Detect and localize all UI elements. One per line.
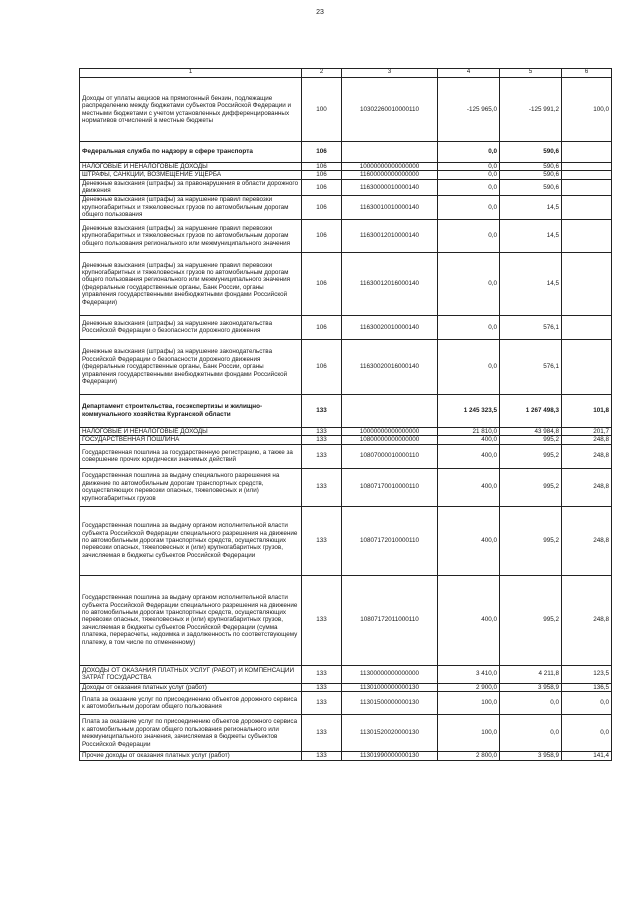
execution-percent: 248,8 — [562, 436, 612, 444]
execution-percent — [562, 339, 612, 394]
executed-amount: 590,6 — [500, 163, 562, 171]
execution-percent: 248,8 — [562, 575, 612, 665]
row-name: Департамент строительства, госэкспертизы и жилищно-коммунального хозяйства Курганской области — [80, 394, 302, 427]
budget-classification-code: 11630010010000140 — [342, 195, 438, 219]
admin-code: 133 — [302, 436, 342, 444]
admin-code: 106 — [302, 339, 342, 394]
table-row — [80, 692, 612, 715]
admin-code: 133 — [302, 468, 342, 506]
table-row — [80, 468, 612, 506]
row-name: Государственная пошлина за выдачу органом исполнительной власти субъекта Российской Федерации специального разрешения на движение по автомобильным дорогам транспортных средств, осуществляющих перевозки опасных, тяжеловесных и (или) крупногабаритных грузов, зачисляемая в бюджеты субъектов Российской Федерации (сумма платежа, перерасчеты, недоимка и задолженность по соответствующему платежу, в том числе по отмененному) — [80, 575, 302, 665]
table-row — [80, 575, 612, 665]
approved-amount: 0,0 — [438, 219, 500, 252]
row-name: Денежные взыскания (штрафы) за нарушение законодательства Российской Федерации о безопасности дорожного движения — [80, 315, 302, 339]
column-number: 1 — [80, 69, 302, 78]
executed-amount: 3 958,9 — [500, 752, 562, 760]
budget-classification-code — [342, 394, 438, 427]
table-row — [80, 394, 612, 427]
approved-amount: 0,0 — [438, 315, 500, 339]
row-name: Денежные взыскания (штрафы) за нарушение правил перевозки крупногабаритных и тяжеловесных грузов по автомобильным дорогам общего пользования регионального или межмуниципального значения — [80, 219, 302, 252]
row-name: Прочие доходы от оказания платных услуг (работ) — [80, 752, 302, 760]
budget-classification-code: 11630020016000140 — [342, 339, 438, 394]
admin-code: 106 — [302, 142, 342, 163]
table-row — [80, 163, 612, 171]
approved-amount: 2 900,0 — [438, 683, 500, 691]
executed-amount: 995,2 — [500, 506, 562, 575]
row-name: НАЛОГОВЫЕ И НЕНАЛОГОВЫЕ ДОХОДЫ — [80, 163, 302, 171]
row-name: ШТРАФЫ, САНКЦИИ, ВОЗМЕЩЕНИЕ УЩЕРБА — [80, 171, 302, 179]
executed-amount: 995,2 — [500, 436, 562, 444]
budget-classification-code: 11600000000000000 — [342, 171, 438, 179]
column-number: 5 — [500, 69, 562, 78]
executed-amount: 590,6 — [500, 171, 562, 179]
row-name: Плата за оказание услуг по присоединению объектов дорожного сервиса к автомобильным дорогам общего пользования — [80, 692, 302, 715]
admin-code: 133 — [302, 506, 342, 575]
execution-percent — [562, 171, 612, 179]
column-number: 3 — [342, 69, 438, 78]
row-name: Денежные взыскания (штрафы) за нарушение законодательства Российской Федерации о безопасности дорожного движения (федеральные государственные органы, Банк России, органы управления государственными внебюджетными фондами Российской Федерации) — [80, 339, 302, 394]
row-name: Федеральная служба по надзору в сфере транспорта — [80, 142, 302, 163]
executed-amount: 995,2 — [500, 468, 562, 506]
table-row — [80, 252, 612, 315]
row-name: Денежные взыскания (штрафы) за нарушение правил перевозки крупногабаритных и тяжеловесных грузов по автомобильным дорогам общего пользования — [80, 195, 302, 219]
execution-percent: 201,7 — [562, 427, 612, 435]
page-number: 23 — [316, 9, 324, 16]
admin-code: 106 — [302, 179, 342, 195]
execution-percent: 100,0 — [562, 78, 612, 142]
budget-classification-code: 10000000000000000 — [342, 427, 438, 435]
admin-code: 100 — [302, 78, 342, 142]
admin-code: 106 — [302, 163, 342, 171]
execution-percent: 123,5 — [562, 665, 612, 683]
budget-classification-code: 10807172010000110 — [342, 506, 438, 575]
executed-amount: 590,6 — [500, 142, 562, 163]
row-name: Доходы от оказания платных услуг (работ) — [80, 683, 302, 691]
table-row — [80, 78, 612, 142]
executed-amount: 43 984,8 — [500, 427, 562, 435]
table-row — [80, 142, 612, 163]
budget-classification-code: 11630012016000140 — [342, 252, 438, 315]
row-name: Государственная пошлина за выдачу специального разрешения на движение по автомобильным дорогам транспортных средств, осуществляющих перевозки опасных, тяжеловесных и (или) крупногабаритных грузов — [80, 468, 302, 506]
admin-code: 133 — [302, 444, 342, 468]
budget-classification-code: 11301520020000130 — [342, 715, 438, 752]
budget-classification-code: 10302260010000110 — [342, 78, 438, 142]
executed-amount: 3 958,9 — [500, 683, 562, 691]
approved-amount: -125 965,0 — [438, 78, 500, 142]
execution-percent: 248,8 — [562, 468, 612, 506]
budget-classification-code: 11630020010000140 — [342, 315, 438, 339]
approved-amount: 100,0 — [438, 715, 500, 752]
executed-amount: 1 267 498,3 — [500, 394, 562, 427]
execution-percent: 141,4 — [562, 752, 612, 760]
executed-amount: -125 991,2 — [500, 78, 562, 142]
admin-code: 133 — [302, 692, 342, 715]
table-row — [80, 171, 612, 179]
approved-amount: 0,0 — [438, 252, 500, 315]
approved-amount: 0,0 — [438, 171, 500, 179]
executed-amount: 14,5 — [500, 252, 562, 315]
budget-classification-code: 10000000000000000 — [342, 163, 438, 171]
budget-classification-code: 11301500000000130 — [342, 692, 438, 715]
column-number-row — [80, 69, 612, 78]
row-name: Доходы от уплаты акцизов на прямогонный бензин, подлежащие распределению между бюджетами субъектов Российской Федерации и местными бюджетами с учетом установленных дифференцированных нормативов отчислений в местные бюджеты — [80, 78, 302, 142]
admin-code: 106 — [302, 195, 342, 219]
approved-amount: 21 810,0 — [438, 427, 500, 435]
column-number: 4 — [438, 69, 500, 78]
row-name: Плата за оказание услуг по присоединению объектов дорожного сервиса к автомобильным дорогам общего пользования регионального или межмуниципального значения, зачисляемая в бюджеты субъектов Российской Федерации — [80, 715, 302, 752]
row-name: Государственная пошлина за государственную регистрацию, а также за совершение прочих юридически значимых действий — [80, 444, 302, 468]
row-name: Денежные взыскания (штрафы) за правонарушения в области дорожного движения — [80, 179, 302, 195]
execution-percent: 248,8 — [562, 506, 612, 575]
admin-code: 133 — [302, 683, 342, 691]
execution-percent — [562, 252, 612, 315]
table-row — [80, 427, 612, 435]
revenue-table — [79, 68, 612, 761]
execution-percent: 101,8 — [562, 394, 612, 427]
approved-amount: 3 410,0 — [438, 665, 500, 683]
executed-amount: 576,1 — [500, 339, 562, 394]
table-row — [80, 339, 612, 394]
approved-amount: 400,0 — [438, 468, 500, 506]
table-row — [80, 195, 612, 219]
executed-amount: 4 211,8 — [500, 665, 562, 683]
table-row — [80, 715, 612, 752]
table-row — [80, 219, 612, 252]
admin-code: 133 — [302, 715, 342, 752]
execution-percent: 136,5 — [562, 683, 612, 691]
admin-code: 106 — [302, 315, 342, 339]
row-name: НАЛОГОВЫЕ И НЕНАЛОГОВЫЕ ДОХОДЫ — [80, 427, 302, 435]
budget-classification-code: 11301990000000130 — [342, 752, 438, 760]
approved-amount: 1 245 323,5 — [438, 394, 500, 427]
admin-code: 133 — [302, 575, 342, 665]
admin-code: 106 — [302, 219, 342, 252]
table-row — [80, 665, 612, 683]
executed-amount: 14,5 — [500, 195, 562, 219]
execution-percent: 0,0 — [562, 692, 612, 715]
budget-classification-code: 10807172011000110 — [342, 575, 438, 665]
execution-percent: 248,8 — [562, 444, 612, 468]
admin-code: 133 — [302, 752, 342, 760]
executed-amount: 576,1 — [500, 315, 562, 339]
admin-code: 106 — [302, 171, 342, 179]
executed-amount: 0,0 — [500, 692, 562, 715]
table-row — [80, 506, 612, 575]
admin-code: 133 — [302, 427, 342, 435]
budget-classification-code: 10800000000000000 — [342, 436, 438, 444]
table-row — [80, 752, 612, 760]
table-row — [80, 444, 612, 468]
approved-amount: 400,0 — [438, 436, 500, 444]
approved-amount: 400,0 — [438, 506, 500, 575]
row-name: Денежные взыскания (штрафы) за нарушение правил перевозки крупногабаритных и тяжеловесных грузов по автомобильным дорогам общего пользования регионального или межмуниципального значения (федеральные государственные органы, Банк России, органы управления государственными внебюджетными фондами Российской Федерации) — [80, 252, 302, 315]
row-name: ГОСУДАРСТВЕННАЯ ПОШЛИНА — [80, 436, 302, 444]
table-row — [80, 179, 612, 195]
executed-amount: 0,0 — [500, 715, 562, 752]
execution-percent — [562, 195, 612, 219]
executed-amount: 590,6 — [500, 179, 562, 195]
budget-classification-code: 11300000000000000 — [342, 665, 438, 683]
execution-percent — [562, 163, 612, 171]
budget-classification-code: 11301000000000130 — [342, 683, 438, 691]
approved-amount: 0,0 — [438, 195, 500, 219]
budget-classification-code — [342, 142, 438, 163]
approved-amount: 0,0 — [438, 339, 500, 394]
column-number: 2 — [302, 69, 342, 78]
execution-percent — [562, 315, 612, 339]
executed-amount: 995,2 — [500, 575, 562, 665]
approved-amount: 400,0 — [438, 444, 500, 468]
execution-percent — [562, 179, 612, 195]
budget-classification-code: 10807170010000110 — [342, 468, 438, 506]
execution-percent: 0,0 — [562, 715, 612, 752]
admin-code: 133 — [302, 665, 342, 683]
executed-amount: 995,2 — [500, 444, 562, 468]
budget-classification-code: 10807000010000110 — [342, 444, 438, 468]
approved-amount: 400,0 — [438, 575, 500, 665]
admin-code: 133 — [302, 394, 342, 427]
row-name: ДОХОДЫ ОТ ОКАЗАНИЯ ПЛАТНЫХ УСЛУГ (РАБОТ) И КОМПЕНСАЦИИ ЗАТРАТ ГОСУДАРСТВА — [80, 665, 302, 683]
table-row — [80, 315, 612, 339]
column-number: 6 — [562, 69, 612, 78]
row-name: Государственная пошлина за выдачу органом исполнительной власти субъекта Российской Федерации специального разрешения на движение по автомобильным дорогам транспортных средств, осуществляющих перевозки опасных, тяжеловесных и (или) крупногабаритных грузов, зачисляемая в бюджеты субъектов Российской Федерации — [80, 506, 302, 575]
table-row — [80, 683, 612, 691]
approved-amount: 0,0 — [438, 142, 500, 163]
approved-amount: 0,0 — [438, 179, 500, 195]
approved-amount: 2 800,0 — [438, 752, 500, 760]
approved-amount: 0,0 — [438, 163, 500, 171]
budget-classification-code: 11630012010000140 — [342, 219, 438, 252]
executed-amount: 14,5 — [500, 219, 562, 252]
execution-percent — [562, 142, 612, 163]
budget-classification-code: 11630000010000140 — [342, 179, 438, 195]
table-row — [80, 436, 612, 444]
admin-code: 106 — [302, 252, 342, 315]
approved-amount: 100,0 — [438, 692, 500, 715]
execution-percent — [562, 219, 612, 252]
